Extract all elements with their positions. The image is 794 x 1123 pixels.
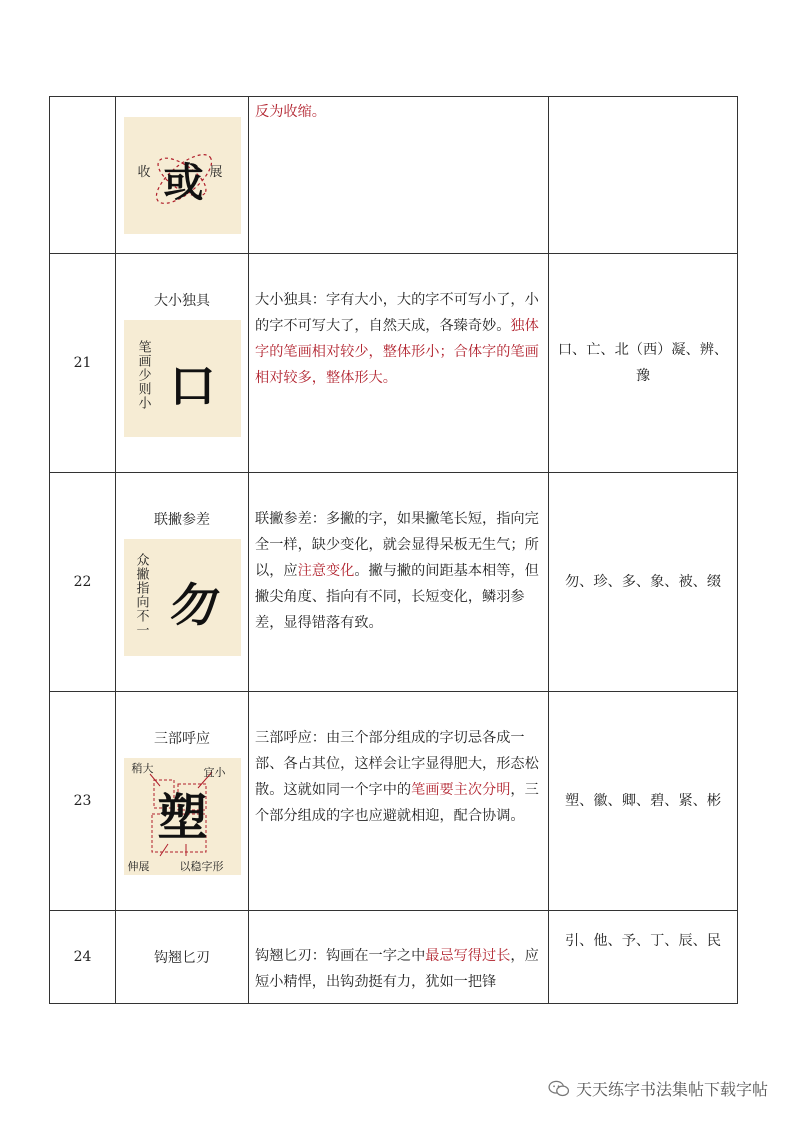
row-number [50, 97, 116, 254]
desc-part: 注意变化 [297, 563, 355, 579]
example-character: 勿 [167, 577, 214, 632]
example-chars: 勿、珍、多、象、被、缀 [549, 473, 738, 692]
table-row [50, 692, 738, 911]
desc-part: 独体字的笔画相对较少，整体形小；合体字的笔画相对较多，整体形大。 [255, 318, 539, 386]
illustration-card [124, 117, 241, 234]
desc-part: 最忌写得过长 [425, 948, 511, 964]
description-text [255, 254, 543, 391]
desc-part: ，应短小精悍，出钩劲挺有力，犹如一把锋 [255, 948, 539, 990]
footer-text: 天天练字书法集帖下载字帖 [575, 1080, 768, 1099]
description-text [255, 473, 543, 636]
rule-description [249, 692, 549, 911]
table-row [50, 97, 738, 254]
example-character: 或 [163, 158, 204, 206]
rule-description [249, 97, 549, 254]
rule-image-cell [116, 692, 249, 911]
label-top-right: 宜小 [203, 765, 226, 779]
example-chars [549, 97, 738, 254]
illustration-card [124, 758, 241, 875]
desc-part: ，三个部分组成的字也应避就相迎，配合协调。 [255, 782, 539, 824]
table-row [50, 473, 738, 692]
label-bottom-right: 以稳字形 [179, 859, 224, 873]
wechat-icon [548, 1080, 570, 1098]
rule-image-cell [116, 254, 249, 473]
example-chars: 引、他、予、丁、辰、民 [549, 911, 738, 1004]
row-number: 24 [50, 911, 116, 1004]
rule-image-cell [116, 97, 249, 254]
description-text [255, 911, 543, 995]
right-label: 展 [209, 164, 223, 180]
rule-description [249, 473, 549, 692]
rule-image-cell [116, 473, 249, 692]
desc-part: 笔画要主次分明 [411, 782, 511, 798]
example-chars: 塑、徽、卿、碧、紧、彬 [549, 692, 738, 911]
description-text [255, 97, 543, 125]
footer-watermark [548, 1077, 768, 1100]
rule-description [249, 911, 549, 1004]
rule-name: 大小独具 [154, 292, 210, 309]
label-bottom-left: 伸展 [127, 859, 150, 873]
rule-description [249, 254, 549, 473]
rule-name: 三部呼应 [154, 730, 210, 747]
desc-part: 反为收缩。 [255, 104, 326, 120]
desc-part: 联撇参差：多撇的字，如果撇笔长短，指向完全一样，缺少变化，就会显得呆板无生气；所以，应 [255, 511, 539, 579]
desc-part: 钩翘匕刃：钩画在一字之中 [255, 948, 426, 964]
rules-table [49, 96, 738, 1004]
side-note: 众撇指向不一 [133, 552, 149, 637]
row-number: 21 [50, 254, 116, 473]
illustration-card [124, 539, 241, 656]
desc-part: 。撇与撇的间距基本相等，但撇尖角度、指向有不同，长短变化，鳞羽参差，显得错落有致。 [255, 563, 539, 631]
row-number: 23 [50, 692, 116, 911]
description-text [255, 692, 543, 829]
example-character: 塑 [157, 787, 208, 847]
row-number: 22 [50, 473, 116, 692]
example-character: 口 [169, 358, 216, 413]
label-top-left: 稍大 [131, 761, 154, 775]
rule-name: 联撇参差 [154, 511, 210, 528]
rule-image-cell [116, 911, 249, 1004]
rule-name: 钩翘匕刃 [154, 950, 210, 966]
table-row [50, 254, 738, 473]
desc-part: 三部呼应：由三个部分组成的字切忌各成一部、各占其位，这样会让字显得肥大，形态松散。这就如同一个字中的 [255, 730, 539, 798]
illustration-card [124, 320, 241, 437]
table-row [50, 911, 738, 1004]
desc-part: 大小独具：字有大小，大的字不可写小了，小的字不可写大了，自然天成，各臻奇妙。 [255, 292, 539, 334]
example-chars: 口、亡、北（西）凝、辨、豫 [549, 254, 738, 473]
side-note: 笔画少则小 [135, 339, 151, 410]
left-label: 收 [137, 164, 151, 180]
